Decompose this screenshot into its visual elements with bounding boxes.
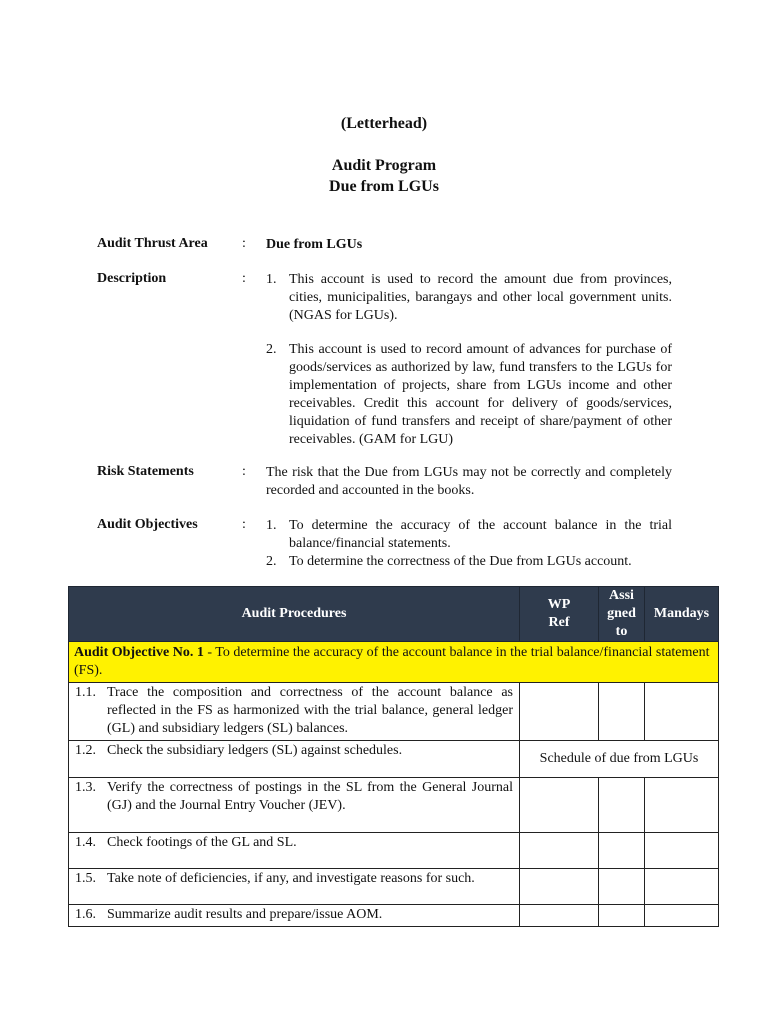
step-text: Verify the correctness of postings in the SL from the General Journal (GJ) and the Journal Entry Voucher (JEV). [107, 780, 513, 813]
step-text: Trace the composition and correctness of the account balance as reflected in the FS as harmonized with the trial balance, general ledger (GL) and subsidiary ledgers (SL) balances. [107, 685, 513, 736]
step-number: 1.4. [75, 835, 96, 850]
wp-ref-cell[interactable] [520, 683, 599, 741]
schedule-cell: Schedule of due from LGUs [520, 741, 719, 778]
mandays-cell[interactable] [645, 683, 719, 741]
procedure-cell [69, 741, 520, 778]
description-label: Description [97, 271, 167, 286]
objective-text: - To determine the accuracy of the account balance in the trial balance/financial statement (FS). [74, 645, 710, 678]
header-audit-procedures: Audit Procedures [69, 587, 520, 642]
procedure-cell [69, 833, 520, 869]
thrust-area-field [97, 236, 672, 256]
objective-item-text: To determine the accuracy of the account balance in the trial balance/financial statements. [289, 518, 672, 551]
thrust-area-value: Due from LGUs [266, 237, 363, 252]
assigned-cell[interactable] [599, 905, 645, 927]
header-mandays: Mandays [645, 587, 719, 642]
table-row [69, 869, 719, 905]
description-item-number: 1. [266, 272, 277, 287]
table-row [69, 833, 719, 869]
step-number: 1.5. [75, 871, 96, 886]
objective-cell [69, 642, 719, 683]
table-row [69, 778, 719, 833]
assigned-cell[interactable] [599, 683, 645, 741]
header-assigned-line: gned [607, 606, 636, 621]
step-number: 1.1. [75, 685, 96, 700]
procedure-cell [69, 905, 520, 927]
step-number: 1.3. [75, 780, 96, 795]
table-row [69, 741, 719, 778]
risk-value: The risk that the Due from LGUs may not be correctly and completely recorded and accounted in the books. [266, 465, 672, 498]
table-header-row [69, 587, 719, 642]
objective-row [69, 642, 719, 683]
procedure-cell [69, 683, 520, 741]
thrust-area-label: Audit Thrust Area [97, 236, 208, 251]
step-text: Take note of deficiencies, if any, and investigate reasons for such. [107, 871, 475, 886]
title-line-1: Audit Program [331, 157, 437, 174]
audit-procedures-table [68, 586, 719, 927]
table-row [69, 905, 719, 927]
header-wp-ref-line: Ref [548, 615, 570, 630]
wp-ref-cell[interactable] [520, 778, 599, 833]
description-colon: : [242, 271, 246, 286]
mandays-cell[interactable] [645, 833, 719, 869]
wp-ref-cell[interactable] [520, 869, 599, 905]
step-number: 1.2. [75, 743, 96, 758]
objective-item-number: 2. [266, 554, 277, 569]
risk-field [97, 464, 672, 504]
objectives-field [97, 517, 672, 573]
wp-ref-cell[interactable] [520, 905, 599, 927]
mandays-cell[interactable] [645, 905, 719, 927]
objective-item [266, 553, 672, 571]
header-assigned-to [599, 587, 645, 642]
objectives-label: Audit Objectives [97, 517, 198, 532]
step-text: Check the subsidiary ledgers (SL) against schedules. [107, 743, 403, 758]
objective-item-number: 1. [266, 518, 277, 533]
procedure-cell [69, 778, 520, 833]
step-number: 1.6. [75, 907, 96, 922]
header-assigned-line: Assi [609, 588, 634, 603]
header-assigned-line: to [615, 624, 628, 639]
procedure-cell [69, 869, 520, 905]
description-item-number: 2. [266, 342, 277, 357]
objective-item [266, 517, 672, 553]
description-item-text: This account is used to record the amount due from provinces, cities, municipalities, barangays and other local government units. (NGAS for LGUs). [289, 272, 672, 323]
description-item-text: This account is used to record amount of advances for purchase of goods/services as authorized by law, fund transfers to the LGUs for implementation of projects, share from LGUs income and other receivables. Credit this account for delivery of goods/services, liquidation of fund transfers and receipt of share/payment of other receivables. (GAM for LGU) [289, 342, 672, 447]
objective-item-text: To determine the correctness of the Due from LGUs account. [289, 554, 632, 569]
objective-label: Audit Objective No. 1 [74, 645, 204, 660]
assigned-cell[interactable] [599, 869, 645, 905]
risk-label: Risk Statements [97, 464, 194, 479]
step-text: Check footings of the GL and SL. [107, 835, 297, 850]
objectives-list [266, 517, 672, 571]
header-wp-ref [520, 587, 599, 642]
table-row [69, 683, 719, 741]
description-field [97, 271, 672, 451]
header-wp-ref-line: WP [547, 597, 571, 612]
assigned-cell[interactable] [599, 778, 645, 833]
wp-ref-cell[interactable] [520, 833, 599, 869]
description-list [266, 271, 672, 449]
step-text: Summarize audit results and prepare/issue AOM. [107, 907, 383, 922]
risk-colon: : [242, 464, 246, 479]
description-item [266, 341, 672, 449]
mandays-cell[interactable] [645, 869, 719, 905]
objectives-colon: : [242, 517, 246, 532]
letterhead: (Letterhead) [340, 115, 428, 132]
description-item [266, 271, 672, 325]
mandays-cell[interactable] [645, 778, 719, 833]
title-line-2: Due from LGUs [329, 178, 439, 195]
document-title [0, 155, 768, 197]
assigned-cell[interactable] [599, 833, 645, 869]
thrust-area-colon: : [242, 236, 246, 251]
